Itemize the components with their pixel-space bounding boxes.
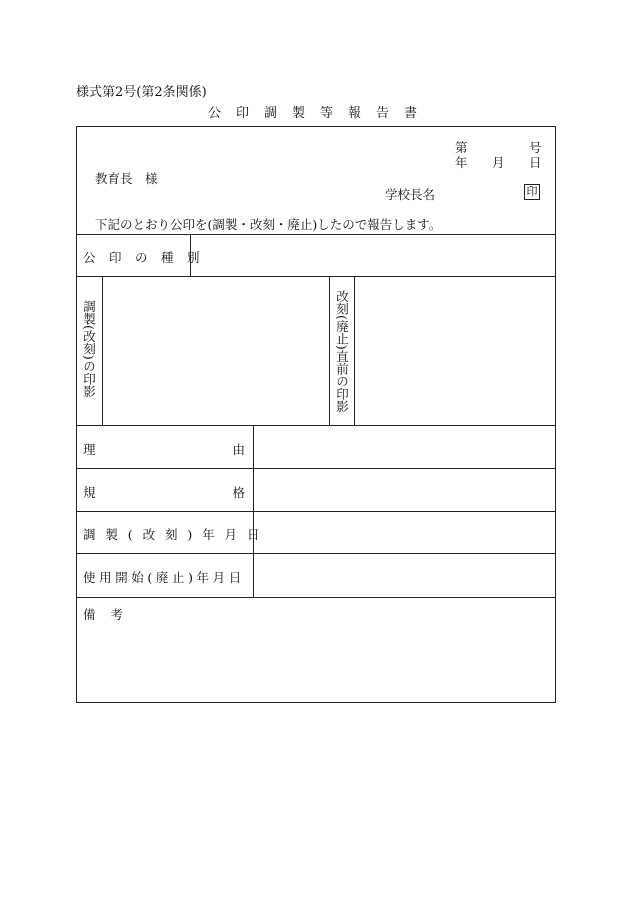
- old-impression-area[interactable]: [355, 277, 555, 425]
- addressee: 教育長 様: [95, 171, 158, 186]
- seal-type-label: [83, 248, 214, 266]
- report-form-table: [76, 126, 556, 703]
- report-statement: 下記のとおり公印を(調製・改刻・廃止)したので報告します。: [95, 217, 442, 232]
- sender-name-label: 学校長名: [385, 187, 436, 202]
- new-impression-area[interactable]: [103, 277, 329, 425]
- form-number-label: 様式第2号(第2条関係): [76, 85, 207, 100]
- divider: [329, 276, 330, 425]
- spec-field[interactable]: [254, 469, 555, 511]
- seal-mark: 印: [524, 184, 540, 200]
- reason-field[interactable]: [254, 426, 555, 468]
- divider: [77, 597, 555, 598]
- number-suffix: 号: [529, 140, 542, 155]
- date-month: 月: [492, 155, 505, 170]
- seal-type-field[interactable]: [191, 235, 555, 276]
- old-impression-label: 改刻(廃止)直前の印影: [334, 290, 350, 413]
- number-prefix: 第: [455, 140, 468, 155]
- date-year: 年: [455, 155, 468, 170]
- reason-label: 理由: [83, 442, 383, 457]
- remarks-field[interactable]: [78, 622, 554, 702]
- use-date-field[interactable]: [254, 554, 555, 597]
- made-date-field[interactable]: [254, 512, 555, 553]
- remarks-label: 備考: [83, 607, 139, 622]
- seal-type-label-text: 公印の種別: [83, 250, 214, 265]
- made-date-label: 調製(改刻)年月日: [83, 527, 270, 542]
- new-impression-label: 調製(改刻)の印影: [81, 300, 97, 398]
- date-day: 日: [529, 155, 542, 170]
- spec-label: 規格: [83, 485, 383, 500]
- use-date-label: 使用開始(廃止)年月日: [83, 570, 245, 585]
- form-title: 公印調製等報告書: [207, 106, 432, 121]
